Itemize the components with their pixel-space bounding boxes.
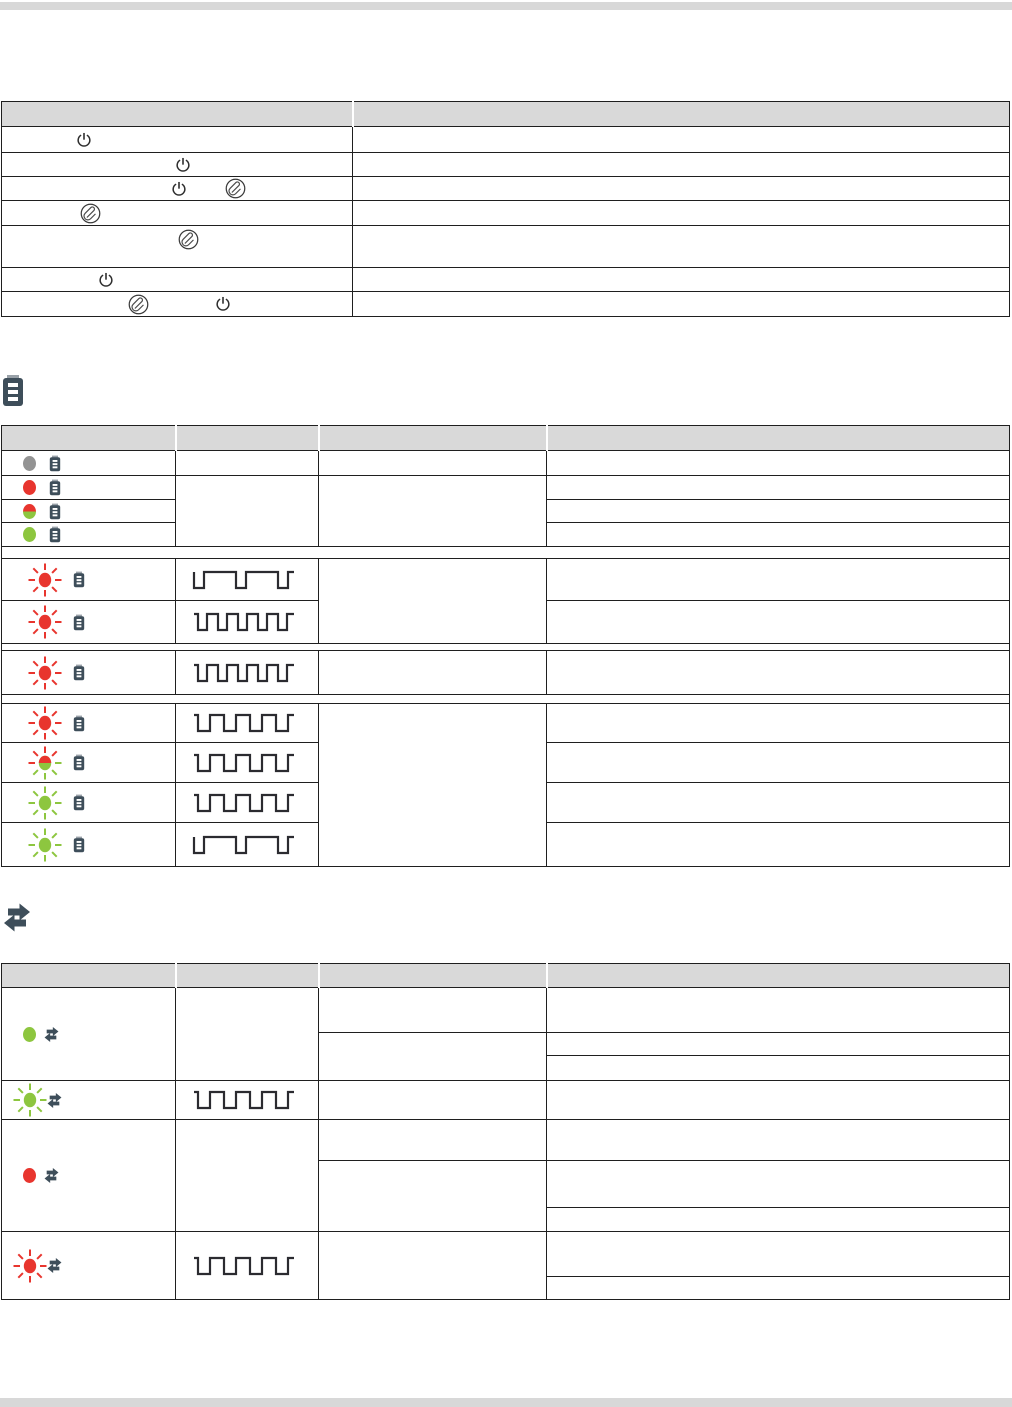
status-cell [319,559,547,644]
status-cell [319,1033,547,1081]
operation-cell [2,153,353,177]
battery-status-icon [73,836,85,853]
table-header-row [2,964,1010,988]
pattern-cell [176,988,319,1081]
description-cell [353,292,1010,317]
description-cell [547,1208,1010,1232]
status-cell [319,1081,547,1120]
description-cell [547,1161,1010,1208]
blink-pattern-waveform [192,1088,318,1112]
led-cell [2,1081,176,1120]
table-row [2,451,1010,476]
divider-cell [2,644,1010,651]
operation-cell [2,201,353,226]
section-divider-row [2,547,1010,559]
power-button-icon [76,132,92,148]
description-cell [547,559,1010,601]
header-cell-description [547,426,1010,451]
pattern-cell [176,476,319,547]
power-button-icon [215,296,231,312]
table-row [2,476,1010,500]
description-cell [353,201,1010,226]
table-row [2,177,1010,201]
led-indicator [23,456,36,471]
link-button-icon [178,229,199,250]
table-row [2,1232,1010,1277]
header-cell-status [319,426,547,451]
header-cell-indicator [2,426,176,451]
table-row [2,559,1010,601]
led-indicator [23,1168,36,1183]
data-transfer-status-icon [44,1167,59,1184]
led-cell [2,743,176,783]
led-indicator [26,744,64,782]
battery-status-icon [49,526,61,543]
led-indicator [23,527,36,542]
led-cell [2,523,176,547]
description-cell [547,1056,1010,1081]
battery-status-icon [73,571,85,588]
table-row [2,988,1010,1033]
status-cell [319,1120,547,1161]
power-button-icon [98,272,114,288]
table-header-row [2,426,1010,451]
description-cell [353,127,1010,153]
description-cell [547,1081,1010,1120]
description-cell [547,704,1010,743]
data-transfer-status-icon [47,1257,62,1274]
divider-cell [2,695,1010,704]
led-indicator [26,654,64,692]
led-cell [2,451,176,476]
led-cell [2,601,176,644]
pattern-cell [176,743,319,783]
table-row [2,292,1010,317]
description-cell [547,988,1010,1033]
battery-icon [2,374,24,407]
header-cell-status [319,964,547,988]
description-cell [547,1120,1010,1161]
data-transfer-icon [3,902,31,933]
description-cell [547,476,1010,500]
description-cell [547,823,1010,867]
led-indicator [26,561,64,599]
blink-pattern-waveform [192,711,318,735]
led-indicator [26,784,64,822]
table-row [2,226,1010,268]
header-cell-function [353,102,1010,127]
led-indicator [26,826,64,864]
header-cell-operation [2,102,353,127]
description-cell [547,601,1010,644]
led-indicator [26,603,64,641]
battery-status-icon [73,794,85,811]
description-cell [353,226,1010,268]
led-cell [2,988,176,1081]
pattern-cell [176,651,319,695]
battery-status-icon [73,754,85,771]
description-cell [353,268,1010,292]
table-row [2,1120,1010,1161]
led-indicator [11,1247,49,1285]
blink-pattern-waveform [192,610,318,634]
status-cell [319,451,547,476]
data-transfer-status-icon [44,1026,59,1043]
pattern-cell [176,1081,319,1120]
led-cell [2,1120,176,1232]
status-cell [319,651,547,695]
description-cell [547,451,1010,476]
operation-cell [2,268,353,292]
blink-pattern-waveform [192,1254,318,1278]
page-top-rule [0,2,1012,10]
led-indicator [23,480,36,495]
link-button-icon [225,178,246,199]
battery-status-icon [49,455,61,472]
battery-status-icon [73,664,85,681]
description-cell [547,1232,1010,1277]
section-divider-row [2,644,1010,651]
page-bottom-rule [0,1398,1012,1407]
led-cell [2,823,176,867]
power-button-icon [175,157,191,173]
description-cell [547,1033,1010,1056]
blink-pattern-waveform [192,791,318,815]
blink-pattern-waveform [192,833,318,857]
pattern-cell [176,601,319,644]
table-row [2,201,1010,226]
status-cell [319,476,547,547]
table-header-row [2,102,1010,127]
blink-pattern-waveform [192,568,318,592]
pattern-cell [176,704,319,743]
table-row [2,153,1010,177]
description-cell [353,177,1010,201]
blink-pattern-waveform [192,661,318,685]
power-button-icon [171,181,187,197]
pattern-cell [176,823,319,867]
header-cell-description [547,964,1010,988]
description-cell [353,153,1010,177]
battery-status-icon [73,715,85,732]
pattern-cell [176,1232,319,1300]
description-cell [547,500,1010,523]
status-cell [319,704,547,867]
pattern-cell [176,559,319,601]
pattern-cell [176,783,319,823]
battery-status-icon [49,503,61,520]
table-row [2,1081,1010,1120]
led-cell [2,559,176,601]
led-cell [2,651,176,695]
table-row [2,127,1010,153]
operation-cell [2,292,353,317]
status-cell [319,1161,547,1232]
led-cell [2,1232,176,1300]
pattern-cell [176,1120,319,1232]
button-operations-table [1,101,1010,317]
led-indicator [23,504,36,519]
table-row [2,268,1010,292]
led-cell [2,704,176,743]
status-cell [319,988,547,1033]
led-cell [2,476,176,500]
link-button-icon [80,203,101,224]
description-cell [547,651,1010,695]
section-divider-row [2,695,1010,704]
link-button-icon [128,294,149,315]
communication-led-table [1,963,1010,1300]
header-cell-indicator [2,964,176,988]
operation-cell [2,226,353,268]
description-cell [547,743,1010,783]
description-cell [547,523,1010,547]
header-cell-pattern [176,426,319,451]
description-cell [547,1277,1010,1300]
divider-cell [2,547,1010,559]
table-row [2,651,1010,695]
led-cell [2,500,176,523]
data-transfer-status-icon [47,1092,62,1109]
led-indicator [23,1027,36,1042]
table-row [2,704,1010,743]
battery-status-icon [73,614,85,631]
led-indicator [26,704,64,742]
led-indicator [11,1081,49,1119]
status-cell [319,1232,547,1300]
header-cell-pattern [176,964,319,988]
description-cell [547,783,1010,823]
operation-cell [2,177,353,201]
battery-status-icon [49,479,61,496]
led-cell [2,783,176,823]
pattern-cell [176,451,319,476]
operation-cell [2,127,353,153]
blink-pattern-waveform [192,751,318,775]
battery-led-table [1,425,1010,867]
